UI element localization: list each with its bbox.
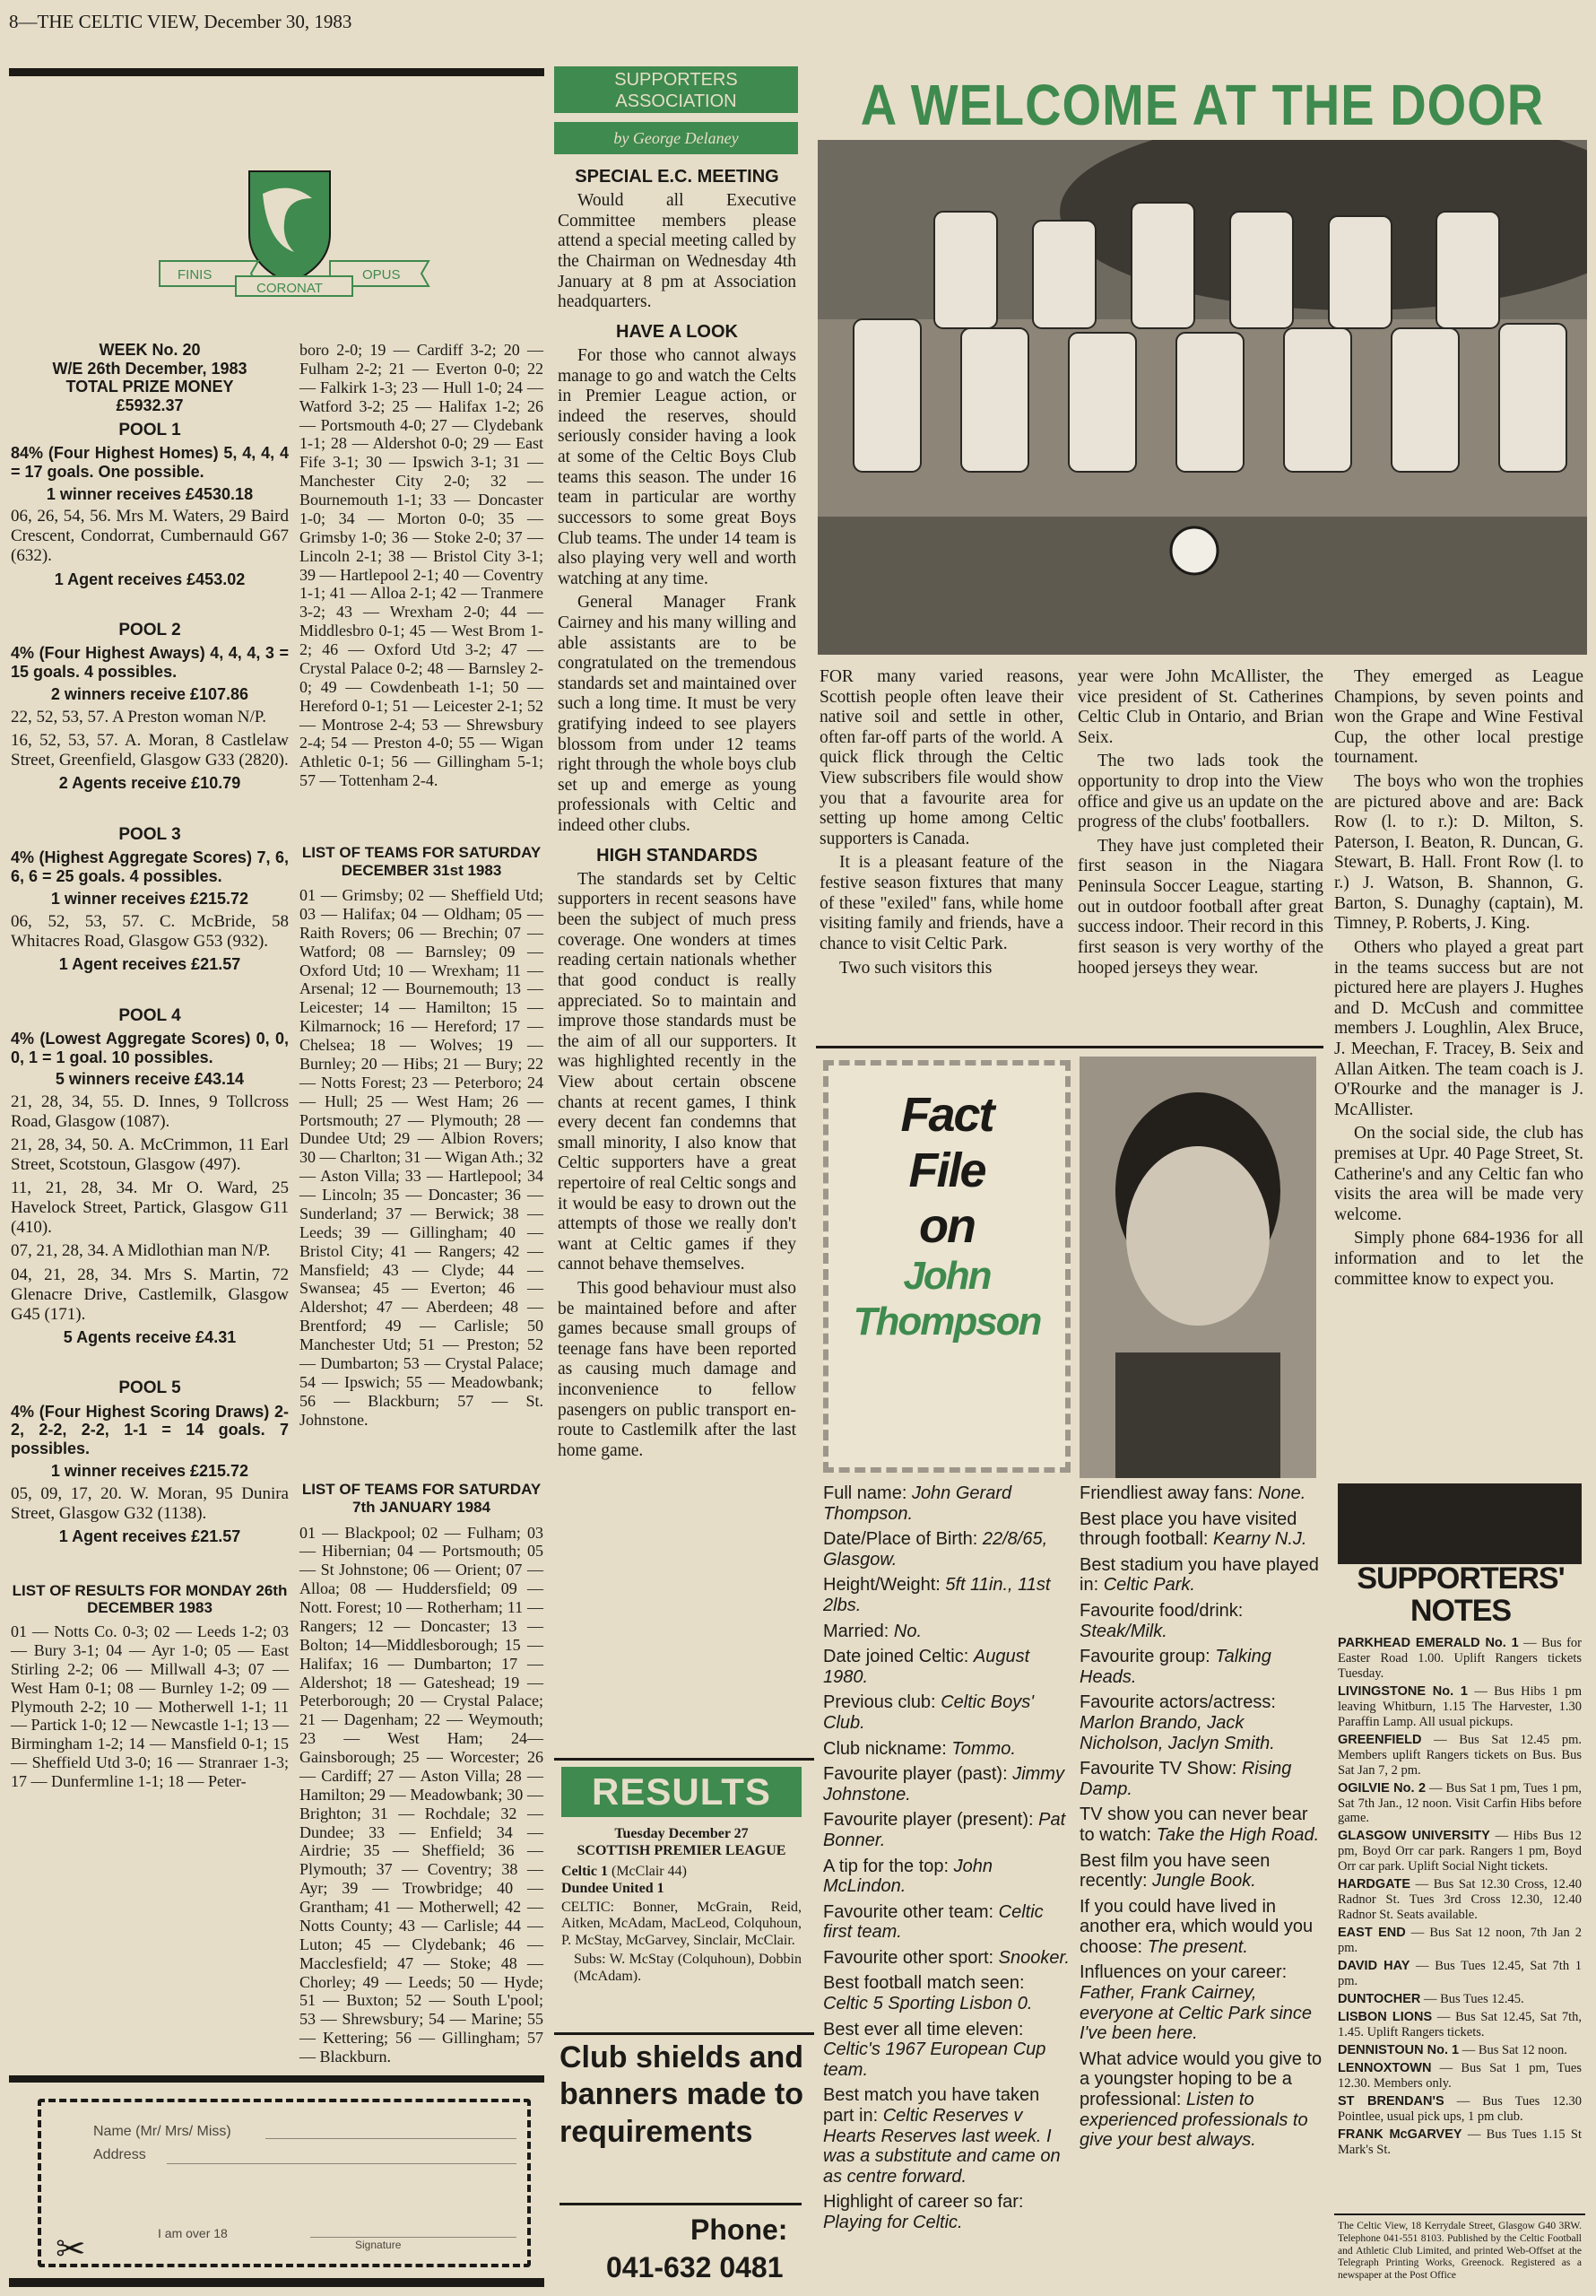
results-list-heading: LIST OF RESULTS FOR MONDAY 26th DECEMBER 1983	[12, 1581, 288, 1617]
fact-right-item	[1080, 1509, 1323, 1550]
results-league: SCOTTISH PREMIER LEAGUE	[577, 1842, 786, 1858]
welcome-col-2	[1078, 667, 1323, 982]
notes-item	[1338, 2127, 1582, 2158]
advert-underline	[559, 2203, 802, 2205]
fact-left-item	[823, 1810, 1071, 1850]
supporters-banner	[554, 66, 798, 113]
pool5-desc: 4% (Four Highest Scoring Draws) 2-2, 2-2, 2-2, 1-1 = 14 goals. 7 possibles.	[11, 1402, 289, 1458]
have-a-look-body-2: General Manager Frank Cairney and his many willing and able assistants are to be congratulated on the tremendous standards set and maintained over such a long time. It must be very gratifying indeed to see players blossom from under 12 teams right through the whole boys club set up and emerge as young professionals with Celtic and indeed other clubs.	[558, 593, 796, 836]
welcome-p9: On the social side, the club has premises at Upr. 40 Page Street, St. Catherine's and any Celtic fan who visits the area will be made very welcome.	[1334, 1124, 1583, 1224]
welcome-p10: Simply phone 684-1936 for all information and to let the committee know to expect you.	[1334, 1229, 1583, 1289]
notes-item	[1338, 1733, 1582, 1779]
fact-answer: Playing for Celtic.	[823, 2213, 963, 2232]
fact-right-item	[1080, 1601, 1323, 1641]
teams31-heading: LIST OF TEAMS FOR SATURDAY DECEMBER 31st 1983	[301, 844, 542, 879]
fact-left-item	[823, 1483, 1071, 1524]
results-celtic-team: Bonner, McGrain, Reid, Aitken, McAdam, MacLeod, Colquhoun, P. McStay, McGarvey, Sinclair, McClair.	[561, 1899, 802, 1949]
notes-item	[1338, 2061, 1582, 2092]
fact-question: Best ever all time eleven:	[823, 2019, 1024, 2039]
scissors-icon: ✂	[56, 2229, 86, 2269]
pool2-title: POOL 2	[118, 621, 181, 640]
imprint: The Celtic View, 18 Kerrydale Street, Glasgow G40 3RW. Telephone 041-551 8103. Published by the Celtic Football and Athletic Club Limited, and printed Web-Offset at the Telegraph Printing Works, Greenock. Registered as a newspaper at the Post Office	[1338, 2221, 1582, 2282]
pool4-result-2: 21, 28, 34, 50. A. McCrimmon, 11 Earl Street, Scotstoun, Glasgow (497).	[11, 1135, 289, 1175]
pool4-winners: 5 winners receive £43.14	[55, 1070, 245, 1089]
results-subs: Subs: W. McStay (Colquhoun), Dobbin (McAdam).	[574, 1952, 802, 1984]
coupon-signature-line[interactable]	[310, 2237, 516, 2238]
notes-title-2: NOTES	[1410, 1594, 1512, 1629]
teams7-list: 01 — Blackpool; 02 — Fulham; 03 — Hibernian; 04 — Portsmouth; 05 — St Johnstone; 06 — Orient; 07 — Alloa; 08 — Huddersfield; 09 — Nott. Forest; 10 — Rotherham; 11 — Rangers; 12 — Doncaster; 13 —Bolton; 14—Middlesborough; 15 — Halifax; 16 — Dumbarton; 17 — Aldershot; 18 — Gateshead; 19 — Peterborough; 20 — Crystal Palace; 21 — Dagenham; 22 — Weymouth; 23 — West Ham; 24—Gainsborough; 25 — Worcester; 26 — Cardiff; 27 — Aston Villa; 28 — Hamilton; 29 — Meadowbank; 30 — Brighton; 31 — Rochdale; 32 — Dundee; 33 — Enfield; 34 — Airdrie; 35 — Sheffield; 36 — Plymouth; 37 — Coventry; 38 — Ayr; 39 — Trowbridge; 40 — Grantham; 41 — Motherwell; 42 — Notts County; 43 — Carlisle; 44 — Luton; 45 — Clydebank; 46 — Macclesfield; 47 — Stoke; 48 — Chorley; 49 — Leeds; 50 — Hyde; 51 — Buxton; 52 — South L'pool; 53 — Shrewsbury; 54 — Marine; 55 — Kettering; 56 — Gillingham; 57 — Blackburn.	[299, 1523, 543, 2066]
fact-question: Best stadium you have played in:	[1080, 1554, 1319, 1596]
fact-answer: Jimmy Johnstone.	[823, 1764, 1064, 1805]
fact-left-item	[823, 1692, 1071, 1733]
pool3-result: 06, 52, 53, 57. C. McBride, 58 Whitacres Road, Glasgow G53 (932).	[11, 911, 289, 951]
coupon-over18-label: I am over 18	[158, 2226, 228, 2240]
coupon-address-label: Address	[93, 2147, 146, 2162]
have-a-look-body: For those who cannot always manage to go and watch the Celts in Premier League action, or indeed the reserves, should seriously consider having a look at some of the Celtic Boys Club teams this season. The under 16 team in particular are worthy successors to some great Boys Club teams. The under 14 team is also playing very well and worth watching at any time.	[558, 346, 796, 588]
fact-right-item	[1080, 1483, 1323, 1504]
crest-motto-center: CORONAT	[256, 281, 323, 296]
fact-left-item	[823, 1622, 1071, 1642]
pool4-title: POOL 4	[118, 1005, 181, 1025]
welcome-p7: The boys who won the trophies are pictured above and are: Back Row (l. to r.): D. Milton, S. Paterson, I. Beaton, R. Duncan, G. Stewart, B. Hall. Front Row (l. to r.) J. Watson, B. Shannon, G. Barton, S. Dunaghy (captain), M. Timney, P. Roberts, J. King.	[1334, 772, 1583, 934]
fact-file-title-box	[823, 1060, 1071, 1473]
pool3-title: POOL 3	[118, 825, 181, 844]
notes-club: LIVINGSTONE No. 1	[1338, 1683, 1468, 1699]
pool2-desc: 4% (Four Highest Aways) 4, 4, 4, 3 = 15 goals. 4 possibles.	[11, 644, 289, 682]
pool5-winners: 1 winner receives £215.72	[50, 1462, 249, 1481]
fact-answer: John Gerard Thompson.	[823, 1483, 1012, 1524]
fact-answer: Celtic 5 Sporting Lisbon 0.	[823, 1994, 1033, 2014]
supporters-banner-line1: SUPPORTERS	[614, 70, 738, 90]
pool3-desc: 4% (Highest Aggregate Scores) 7, 6, 6, 6 = 25 goals. 4 possibles.	[11, 848, 289, 885]
pool2-winners: 2 winners receive £107.86	[50, 685, 249, 704]
notes-detail: — Bus Sat 12.45, Sat 7th, 1.45. Uplift Rangers tickets.	[1338, 2009, 1582, 2039]
pool4-agent: 5 Agents receive £4.31	[63, 1327, 237, 1346]
fact-question: Best place you have visited through football:	[1080, 1509, 1297, 1550]
week-ending: W/E 26th December, 1983	[52, 359, 247, 378]
results-list-a: 01 — Notts Co. 0-3; 02 — Leeds 1-2; 03 — Bury 3-1; 04 — Ayr 1-0; 05 — East Stirling 2-2; 06 — Millwall 4-3; 07 — West Ham 0-1; 08 — Burnley 1-2; 09 — Plymouth 2-2; 10 — Motherwell 1-1; 11 — Partick 1-0; 12 — Newcastle 1-1; 13 — Birmingham 1-2; 14 — Mansfield 0-1; 15 — Sheffield Utd 3-0; 16 — Stranraer 1-3; 17 — Dunfermline 1-1; 18 — Peter-	[11, 1622, 289, 1791]
welcome-p2: It is a pleasant feature of the festive season fixtures that many of these "exiled" fans, while home visiting family and friends, have a chance to visit Celtic Park.	[820, 853, 1063, 953]
notes-list	[1338, 1636, 1582, 2161]
fact-title-3: on	[919, 1199, 975, 1254]
fact-question: What advice would you give to a youngster hoping to be a professional:	[1080, 2048, 1323, 2110]
notes-item	[1338, 2094, 1582, 2125]
fact-file-left	[823, 1483, 1071, 2239]
fact-answer: Take the High Road.	[1156, 1824, 1320, 1845]
fact-answer: No.	[893, 1621, 923, 1641]
notes-club: DENNISTOUN No. 1	[1338, 2042, 1460, 2057]
teams31-list: 01 — Grimsby; 02 — Sheffield Utd; 03 — Halifax; 04 — Oldham; 05 — Raith Rovers; 06 — Brechin; 07 — Watford; 08 — Barnsley; 09 — Oxford Utd; 10 — Wrexham; 11 — Arsenal; 12 — Bournemouth; 13 — Leicester; 14 — Hamilton; 15 — Kilmarnock; 16 — Hereford; 17 — Chelsea; 18 — Wolves; 19 — Burnley; 20 — Hibs; 21 — Bury; 22 — Notts Forest; 23 — Peterboro; 24 — Hull; 25 — West Ham; 26 — Portsmouth; 27 — Plymouth; 28 — Dundee Utd; 29 — Albion Rovers; 30 — Charlton; 31 — Wigan Ath.; 32 — Aston Villa; 33 — Hartlepool; 34 — Lincoln; 35 — Doncaster; 36 — Sunderland; 37 — Berwick; 38 — Leeds; 39 — Gillingham; 40 — Bristol City; 41 — Rangers; 42 — Mansfield; 43 — Clyde; 44 — Swansea; 45 — Everton; 46 — Aldershot; 47 — Aberdeen; 48 — Brentford; 49 — Carlisle; 50 Manchester Utd; 51 — Preston; 52 — Dumbarton; 53 — Crystal Palace; 54 — Ipswich; 55 — Meadowbank; 56 — Blackburn; 57 — St. Johnstone.	[299, 886, 543, 1429]
fact-question: Favourite other team:	[823, 1901, 994, 1922]
fact-right-item	[1080, 1962, 1323, 2043]
coupon-top-rule	[9, 2075, 544, 2083]
high-standards-body-2: This good behaviour must also be maintained before and after games because small groups of teenage fans have been reported as causing much damage and inconvenience to fellow pasengers on public transport en-route to Castlemilk after the last home game.	[558, 1279, 796, 1460]
coupon-form	[38, 2099, 531, 2267]
bottom-rule	[9, 2278, 544, 2287]
fact-title-1: Fact	[900, 1088, 993, 1142]
fact-left-item	[823, 1575, 1071, 1615]
fact-question: A tip for the top:	[823, 1856, 950, 1876]
fact-question: Favourite food/drink:	[1080, 1600, 1244, 1621]
fact-question: Favourite group:	[1080, 1647, 1210, 1667]
crest-shield-icon	[151, 167, 438, 319]
notes-club: DUNTOCHER	[1338, 1991, 1421, 2006]
welcome-p6: They emerged as League Champions, by seven points and won the Grape and Wine Festival Cup, the other local prestige tournament.	[1334, 667, 1583, 768]
fact-answer: Kearny N.J.	[1213, 1529, 1307, 1550]
notes-club: OGILVIE No. 2	[1338, 1780, 1427, 1796]
pools-column-2	[299, 341, 543, 2070]
fact-title-4: John	[903, 1254, 991, 1299]
fact-answer: Steak/Milk.	[1080, 1621, 1167, 1641]
pool1-result: 06, 26, 54, 56. Mrs M. Waters, 29 Baird Crescent, Condorrat, Cumbernauld G67 (632).	[11, 507, 289, 566]
crest	[151, 167, 438, 319]
results-celtic-label: CELTIC:	[561, 1899, 614, 1915]
high-standards-heading: HIGH STANDARDS	[596, 845, 758, 865]
fact-answer: Celtic's 1967 European Cup team.	[823, 2039, 1046, 2080]
pool1-desc: 84% (Four Highest Homes) 5, 4, 4, 4 = 17 goals. One possible.	[11, 443, 289, 481]
crest-motto-right: OPUS	[362, 267, 401, 283]
coupon-signature-label: Signature	[355, 2239, 402, 2251]
fact-question: Club nickname:	[823, 1738, 947, 1759]
pool5-title: POOL 5	[118, 1378, 181, 1398]
fact-left-item	[823, 2020, 1071, 2081]
results-divider	[554, 1758, 814, 1761]
supporters-banner-line2: ASSOCIATION	[615, 91, 737, 111]
fact-question: TV show you can never bear to watch:	[1080, 1805, 1308, 1845]
pool2-agent: 2 Agents receive £10.79	[58, 774, 241, 793]
pool3-agent: 1 Agent receives £21.57	[58, 954, 241, 973]
pool4-result-3: 11, 21, 28, 34. Mr O. Ward, 25 Havelock Street, Partick, Glasgow G11 (410).	[11, 1178, 289, 1238]
fact-answer: Pat Bonner.	[823, 1810, 1066, 1850]
coupon-name-line[interactable]	[265, 2138, 516, 2139]
fact-answer: August 1980.	[823, 1647, 1030, 1687]
pool4-desc: 4% (Lowest Aggregate Scores) 0, 0, 0, 1 = 1 goal. 10 possibles.	[11, 1029, 289, 1066]
notes-detail: — Bus Sat 1 pm, Tues 12.30. Members only.	[1338, 2060, 1582, 2091]
notes-item	[1338, 1959, 1582, 1989]
pool2-result-2: 16, 52, 53, 57. A. Moran, 8 Castlelaw Street, Greenfield, Glasgow G33 (2820).	[11, 731, 289, 770]
notes-item	[1338, 1636, 1582, 1682]
fact-question: Best film you have seen recently:	[1080, 1850, 1271, 1892]
notes-title-1: SUPPORTERS'	[1357, 1561, 1565, 1596]
fact-answer: Jungle Book.	[1152, 1871, 1256, 1892]
fact-right-item	[1080, 1805, 1323, 1845]
fact-title-5: Thompson	[853, 1299, 1041, 1344]
crest-motto-left: FINIS	[178, 267, 213, 283]
pool1-title: POOL 1	[118, 420, 181, 439]
notes-club: HARDGATE	[1338, 1877, 1411, 1892]
welcome-p5: They have just completed their first season in the Niagara Peninsula Soccer League, starting out in outdoor football after great success indoor. Their record in this first season is very worthy of the hooped jerseys they wear.	[1078, 836, 1323, 978]
week-number: WEEK No. 20	[99, 341, 201, 359]
results-home-scorer: (McClair 44)	[611, 1863, 687, 1879]
welcome-p3-start: Two such visitors this	[839, 958, 993, 978]
fact-question: Friendliest away fans:	[1080, 1483, 1253, 1503]
fact-left-item	[823, 1529, 1071, 1570]
notes-club: PARKHEAD EMERALD No. 1	[1338, 1636, 1519, 1650]
results-home: Celtic 1	[561, 1863, 608, 1879]
notes-detail: — Bus Sat 12.30 Cross, 12.40 Radnor St. Tues 3rd Cross 12.30, 12.40 Radnor St. Seats available.	[1338, 1877, 1582, 1923]
fact-left-item	[823, 1973, 1071, 2013]
notes-club: EAST END	[1338, 1926, 1406, 1941]
notes-item	[1338, 1992, 1582, 2007]
welcome-col-3	[1334, 667, 1583, 1293]
fact-question: Date joined Celtic:	[823, 1647, 969, 1667]
pool4-result-5: 04, 21, 28, 34. Mrs S. Martin, 72 Glenacre Drive, Castlemilk, Glasgow G45 (171).	[11, 1265, 289, 1324]
notes-detail: — Bus Sat 12 noon, 7th Jan 2 pm.	[1338, 1926, 1582, 1956]
notes-item	[1338, 1684, 1582, 1730]
notes-item	[1338, 1829, 1582, 1874]
fact-right-item	[1080, 1759, 1323, 1799]
special-ec-heading: SPECIAL E.C. MEETING	[575, 167, 779, 187]
notes-imprint-rule	[1334, 2213, 1585, 2215]
notes-detail: — Bus Tues 1.15 St Mark's St.	[1338, 2126, 1582, 2157]
fact-file-right	[1080, 1483, 1323, 2156]
results-away: Dundee United 1	[561, 1880, 664, 1896]
advert-phone: 041-632 0481	[606, 2251, 784, 2283]
notes-club: FRANK McGARVEY	[1338, 2126, 1462, 2142]
notes-item	[1338, 1926, 1582, 1956]
have-a-look-heading: HAVE A LOOK	[616, 321, 738, 342]
pool4-result-1: 21, 28, 34, 55. D. Innes, 9 Tollcross Road, Glasgow (1087).	[11, 1092, 289, 1132]
player-photo	[1080, 1057, 1316, 1478]
fact-question: Previous club:	[823, 1692, 936, 1713]
fact-question: Favourite player (present):	[823, 1810, 1034, 1831]
advert-text: Club shields and banners made to requirements	[559, 2040, 804, 2149]
notes-club: GLASGOW UNIVERSITY	[1338, 1829, 1490, 1844]
page-folio: 8—THE CELTIC VIEW, December 30, 1983	[9, 11, 352, 32]
teams7-heading: LIST OF TEAMS FOR SATURDAY 7th JANUARY 1984	[301, 1481, 542, 1517]
fact-question: Full name:	[823, 1483, 907, 1503]
pool1-winners: 1 winner receives £4530.18	[46, 484, 254, 503]
fact-left-item	[823, 1948, 1071, 1969]
fact-answer: Celtic Boys' Club.	[823, 1692, 1035, 1733]
top-rule	[9, 68, 544, 76]
fact-answer: Talking Heads.	[1080, 1647, 1271, 1687]
notes-item	[1338, 1781, 1582, 1827]
notes-club: GREENFIELD	[1338, 1732, 1422, 1747]
advert-divider	[554, 2032, 814, 2035]
pools-column	[11, 341, 289, 1795]
fact-answer: Father, Frank Cairney, everyone at Celtic Park since I've been here.	[1080, 1983, 1313, 2044]
fact-question: Married:	[823, 1621, 889, 1641]
fact-question: Favourite other sport:	[823, 1947, 994, 1968]
pool1-agent: 1 Agent receives £453.02	[54, 570, 246, 588]
fact-file-top-rule	[816, 1046, 1323, 1048]
fact-left-item	[823, 2085, 1071, 2187]
fact-answer: Celtic Park.	[1103, 1575, 1195, 1596]
fact-left-item	[823, 1902, 1071, 1943]
notes-detail: — Bus Tues 12.30 Pointlee, usual pick ups, 1 pm club.	[1338, 2093, 1582, 2124]
results-date: Tuesday December 27	[614, 1826, 749, 1841]
pool5-agent: 1 Agent receives £21.57	[58, 1527, 241, 1546]
supporters-article	[558, 167, 796, 1465]
pool5-result: 05, 09, 17, 20. W. Moran, 95 Dunira Street, Glasgow G32 (1138).	[11, 1484, 289, 1524]
pool3-winners: 1 winner receives £215.72	[50, 889, 249, 908]
notes-club: LENNOXTOWN	[1338, 2060, 1432, 2075]
special-ec-body: Would all Executive Committee members please attend a special meeting called by the Chairman on Wednesday 4th January at 8 pm at Association headquarters.	[558, 191, 796, 312]
results-block	[561, 1826, 802, 1986]
coupon-address-line[interactable]	[167, 2163, 516, 2164]
notes-detail: — Bus Sat 12.45 pm. Members uplift Rangers tickets on Bus. Bus Sat Jan 7, 2 pm.	[1338, 1732, 1582, 1778]
supporters-byline: by George Delaney	[554, 122, 798, 154]
fact-question: Favourite TV Show:	[1080, 1759, 1237, 1779]
fact-answer: None.	[1257, 1483, 1306, 1503]
results-list-b: boro 2-0; 19 — Cardiff 3-2; 20 — Fulham 2-2; 21 — Everton 0-0; 22 — Falkirk 1-3; 23 — Hull 1-0; 24 — Watford 3-2; 25 — Halifax 1-2; 26 — Portsmouth 4-0; 27 — Clydebank 1-1; 28 — Aldershot 0-0; 29 — East Fife 3-1; 30 — Ipswich 3-1; 31 — Manchester City 2-0; 32 — Bournemouth 1-1; 33 — Doncaster 1-0; 34 — Morton 0-0; 35 — Grimsby 1-0; 36 — Stoke 2-0; 37 — Lincoln 2-1; 38 — Bristol City 3-1; 39 — Hartlepool 2-1; 40 — Coventry 1-1; 41 — Alloa 2-1; 42 — Tranmere 3-2; 43 — Wrexham 2-0; 44 — Middlesbro 0-1; 45 — West Brom 1-2; 46 — Oxford Utd 3-2; 47 — Crystal Palace 0-2; 48 — Barnsley 2-0; 49 — Cowdenbeath 1-1; 50 — Hereford 0-1; 51 — Leicester 2-1; 52 — Montrose 2-4; 53 — Shrewsbury 2-4; 54 — Preston 4-0; 55 — Wigan Athletic 0-1; 56 — Gillingham 5-1; 57 — Tottenham 2-4.	[299, 341, 543, 790]
fact-answer: 22/8/65, Glasgow.	[823, 1529, 1048, 1570]
notes-item	[1338, 1877, 1582, 1923]
notes-detail: — Bus Tues 12.45.	[1420, 1991, 1524, 2006]
notes-title	[1334, 1562, 1587, 1627]
advert-phone-label: Phone:	[690, 2213, 788, 2246]
fact-right-item	[1080, 1897, 1323, 1958]
player-photo-image	[1080, 1057, 1316, 1478]
coupon-name-label: Name (Mr/ Mrs/ Miss)	[93, 2124, 231, 2139]
welcome-p8: Others who played a great part in the teams success but are not pictured here are players J. Hughes and D. McCush and committee members J. Loughlin, Alex Bruce, J. Meechan, F. Tracey, B. Seix and Allan Aitken. The team coach is J. O'Rourke and the manager is J. McAllister.	[1334, 937, 1583, 1119]
welcome-col-1	[820, 667, 1063, 982]
fact-right-item	[1080, 2049, 1323, 2151]
fact-answer: Celtic first team.	[823, 1901, 1044, 1943]
fact-question: Favourite actors/actress:	[1080, 1692, 1276, 1713]
notes-club: ST BRENDAN'S	[1338, 2093, 1444, 2109]
fact-question: Date/Place of Birth:	[823, 1529, 978, 1550]
fact-question: Height/Weight:	[823, 1575, 941, 1596]
high-standards-body: The standards set by Celtic supporters in recent seasons have been the subject of much press coverage. One wonders at times reading certain nationals whether that good conduct is really appreciated. So to maintain and improve those standards must be the aim of all our supporters. It was highlighted recently in the View about certain obscene chants at recent games, I think every decent fan condemns that small minority, I also know that Celtic supporters have a great repertoire of real Celtic songs and it would be easy to drown out the attempts of those we really don't want at Celtic games if they cannot behave themselves.	[558, 869, 796, 1274]
welcome-p4: The two lads took the opportunity to drop into the View office and give us an update on the progress of the clubs' footballers.	[1078, 752, 1323, 832]
pool4-result-4: 07, 21, 28, 34. A Midlothian man N/P.	[11, 1241, 271, 1261]
notes-detail: — Bus for Easter Road 1.00. Uplift Rangers tickets Tuesday.	[1338, 1636, 1582, 1681]
team-photo-image	[818, 140, 1587, 655]
notes-detail: — Bus Sat 12 noon.	[1459, 2042, 1567, 2057]
fact-question: Influences on your career:	[1080, 1962, 1288, 1983]
fact-right-item	[1080, 1555, 1323, 1596]
notes-item	[1338, 2010, 1582, 2040]
notes-club: LISBON LIONS	[1338, 2009, 1433, 2024]
pool2-result-1: 22, 52, 53, 57. A Preston woman N/P.	[11, 708, 267, 727]
fact-title-2: File	[908, 1144, 985, 1198]
fact-right-item	[1080, 1692, 1323, 1753]
fact-right-item	[1080, 1851, 1323, 1892]
fact-answer: Marlon Brando, Jack Nicholson, Jaclyn Smith.	[1080, 1712, 1275, 1753]
fact-answer: John McLindon.	[823, 1856, 993, 1897]
notes-detail: — Bus Tues 12.45, Sat 7th 1 pm.	[1338, 1959, 1582, 1989]
fact-answer: Tommo.	[951, 1738, 1016, 1759]
total-prize-label: TOTAL PRIZE MONEY	[65, 378, 234, 396]
fact-left-item	[823, 1857, 1071, 1897]
welcome-title: A WELCOME AT THE DOOR	[860, 72, 1545, 137]
fact-answer: Listen to experienced professionals to give your best always.	[1080, 2090, 1308, 2151]
welcome-p1: FOR many varied reasons, Scottish people often leave their native soil and settle in other, often far-off parts of the world. A quick flick through the Celtic View subscribers file would show you that a favourite area for setting up home among Celtic supporters is Canada.	[820, 667, 1063, 848]
fact-question: Best football match seen:	[823, 1973, 1025, 1994]
notes-header-block	[1338, 1483, 1582, 1564]
fact-left-item	[823, 1739, 1071, 1760]
fact-answer: Celtic Reserves v Hearts Reserves last week. I was a substitute and came on as centre forward.	[823, 2106, 1061, 2187]
fact-answer: The present.	[1147, 1936, 1248, 1957]
notes-club: DAVID HAY	[1338, 1959, 1410, 1974]
fact-left-item	[823, 2192, 1071, 2232]
fact-question: Best match you have taken part in:	[823, 2085, 1040, 2126]
notes-detail: — Hibs Bus 12 pm, Boyd Orr car park. Rangers 1 pm, Boyd Orr car park. Uplift Social Night tickets.	[1338, 1829, 1582, 1874]
fact-question: If you could have lived in another era, which would you choose:	[1080, 1896, 1314, 1957]
fact-question: Favourite player (past):	[823, 1764, 1008, 1785]
total-prize-value: £5932.37	[116, 396, 184, 415]
fact-answer: 5ft 11in., 11st 2lbs.	[823, 1575, 1051, 1615]
fact-right-item	[1080, 1647, 1323, 1687]
results-banner: RESULTS	[561, 1767, 802, 1817]
welcome-p3: year were John McAllister, the vice president of St. Catherines Celtic Club in Ontario, and Brian Seix.	[1078, 667, 1323, 747]
notes-detail: — Bus Sat 1 pm, Tues 1 pm, Sat 7th Jan., 12 noon. Visit Carfin Hibs before game.	[1338, 1780, 1582, 1826]
notes-item	[1338, 2043, 1582, 2058]
fact-left-item	[823, 1764, 1071, 1805]
fact-question: Highlight of career so far:	[823, 2192, 1024, 2213]
fact-answer: Snooker.	[998, 1947, 1070, 1968]
team-photo	[818, 140, 1587, 655]
fact-left-item	[823, 1647, 1071, 1687]
notes-detail: — Bus Hibs 1 pm leaving Whitburn, 1.15 The Harvester, 1.30 Paraffin Lamp. All usual pickups.	[1338, 1683, 1582, 1729]
fact-answer: Rising Damp.	[1080, 1759, 1292, 1799]
